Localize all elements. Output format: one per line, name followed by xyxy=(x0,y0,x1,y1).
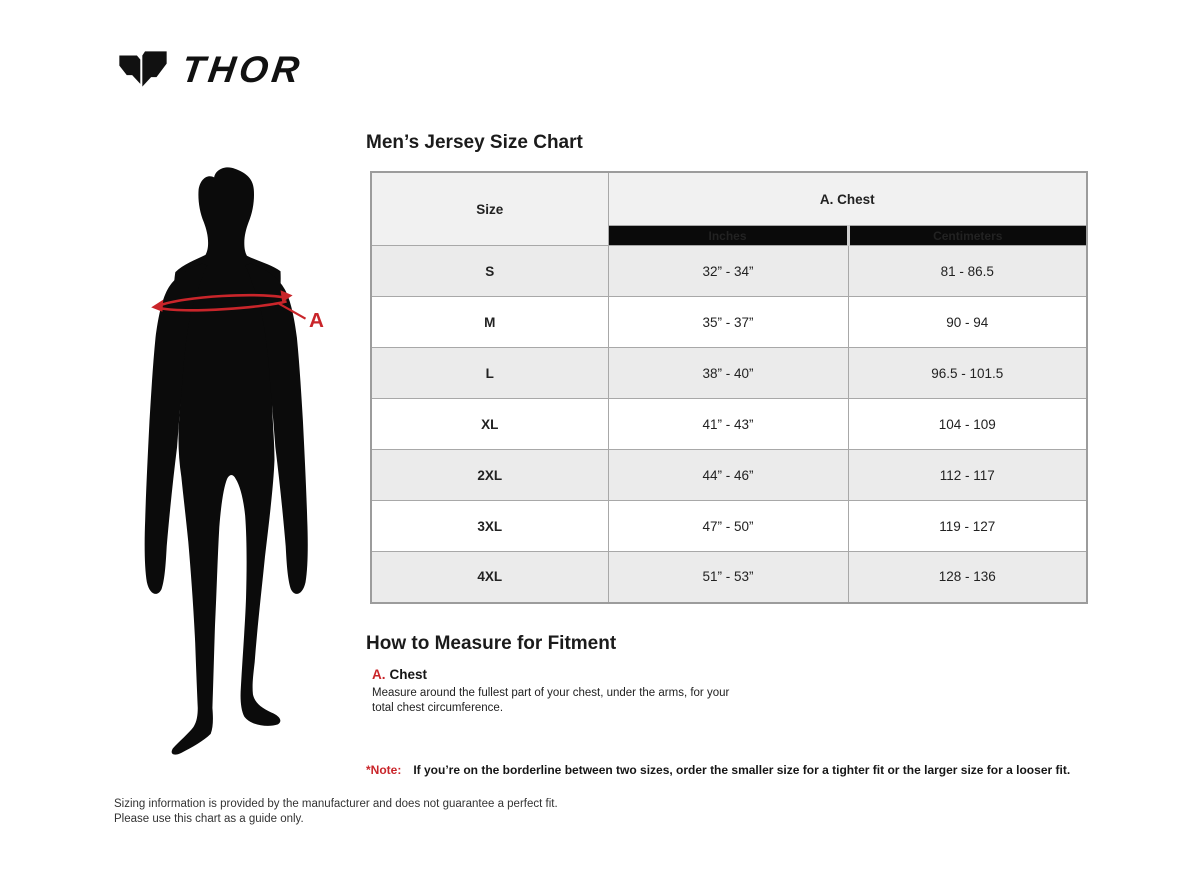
centimeters-cell: 119 - 127 xyxy=(848,501,1087,552)
table-row xyxy=(371,246,1087,297)
disclaimer-line-2: Please use this chart as a guide only. xyxy=(114,812,304,825)
centimeters-cell: 112 - 117 xyxy=(848,450,1087,501)
brand-logo xyxy=(118,48,306,90)
centimeters-cell: 90 - 94 xyxy=(848,297,1087,348)
centimeters-cell: 81 - 86.5 xyxy=(848,246,1087,297)
centimeters-cell: 96.5 - 101.5 xyxy=(848,348,1087,399)
table-row xyxy=(371,450,1087,501)
size-cell: L xyxy=(371,348,608,399)
table-row xyxy=(371,348,1087,399)
table-row xyxy=(371,552,1087,603)
inches-cell: 51” - 53” xyxy=(608,552,848,603)
note-label: *Note: xyxy=(366,763,402,777)
centimeters-cell: 128 - 136 xyxy=(848,552,1087,603)
thor-horns-icon xyxy=(118,48,168,90)
measure-item-description: Measure around the fullest part of your chest, under the arms, for your total chest circumference. xyxy=(372,687,730,714)
measure-item-name: Chest xyxy=(389,667,428,682)
measure-item-letter: A. xyxy=(372,667,386,682)
table-row xyxy=(371,297,1087,348)
size-chart-table-wrap xyxy=(370,171,1086,604)
arrowhead-left xyxy=(151,300,163,312)
disclaimer-line-1: Sizing information is provided by the manufacturer and does not guarantee a perfect fit. xyxy=(114,798,558,810)
inches-cell: 44” - 46” xyxy=(608,450,848,501)
centimeters-cell: 104 - 109 xyxy=(848,399,1087,450)
size-cell: 2XL xyxy=(371,450,608,501)
centimeters-unit-header: Centimeters xyxy=(848,226,1087,246)
measure-item-title xyxy=(372,667,752,682)
manufacturer-disclaimer xyxy=(114,797,558,826)
size-chart-table xyxy=(370,171,1088,604)
measure-item-chest xyxy=(372,667,752,716)
male-silhouette-figure xyxy=(140,167,340,758)
inches-cell: 32” - 34” xyxy=(608,246,848,297)
chest-point-label: A xyxy=(308,309,324,333)
inches-cell: 47” - 50” xyxy=(608,501,848,552)
size-column-header: Size xyxy=(371,172,608,246)
measure-section-heading: How to Measure for Fitment xyxy=(366,633,617,654)
inches-cell: 41” - 43” xyxy=(608,399,848,450)
note-text: If you’re on the borderline between two sizes, order the smaller size for a tighter fit or the larger size for a looser fit. xyxy=(413,763,1071,777)
size-cell: S xyxy=(371,246,608,297)
inches-cell: 35” - 37” xyxy=(608,297,848,348)
chest-group-header: A. Chest xyxy=(608,172,1087,226)
table-row xyxy=(371,399,1087,450)
body-silhouette xyxy=(172,167,281,754)
inches-cell: 38” - 40” xyxy=(608,348,848,399)
size-cell: 4XL xyxy=(371,552,608,603)
size-cell: 3XL xyxy=(371,501,608,552)
table-row xyxy=(371,501,1087,552)
brand-wordmark: THOR xyxy=(179,48,306,90)
sizing-note xyxy=(366,763,1070,777)
measurement-diagram xyxy=(140,167,340,758)
page-title: Men’s Jersey Size Chart xyxy=(366,132,583,153)
size-cell: XL xyxy=(371,399,608,450)
inches-unit-header: Inches xyxy=(608,226,848,246)
size-cell: M xyxy=(371,297,608,348)
